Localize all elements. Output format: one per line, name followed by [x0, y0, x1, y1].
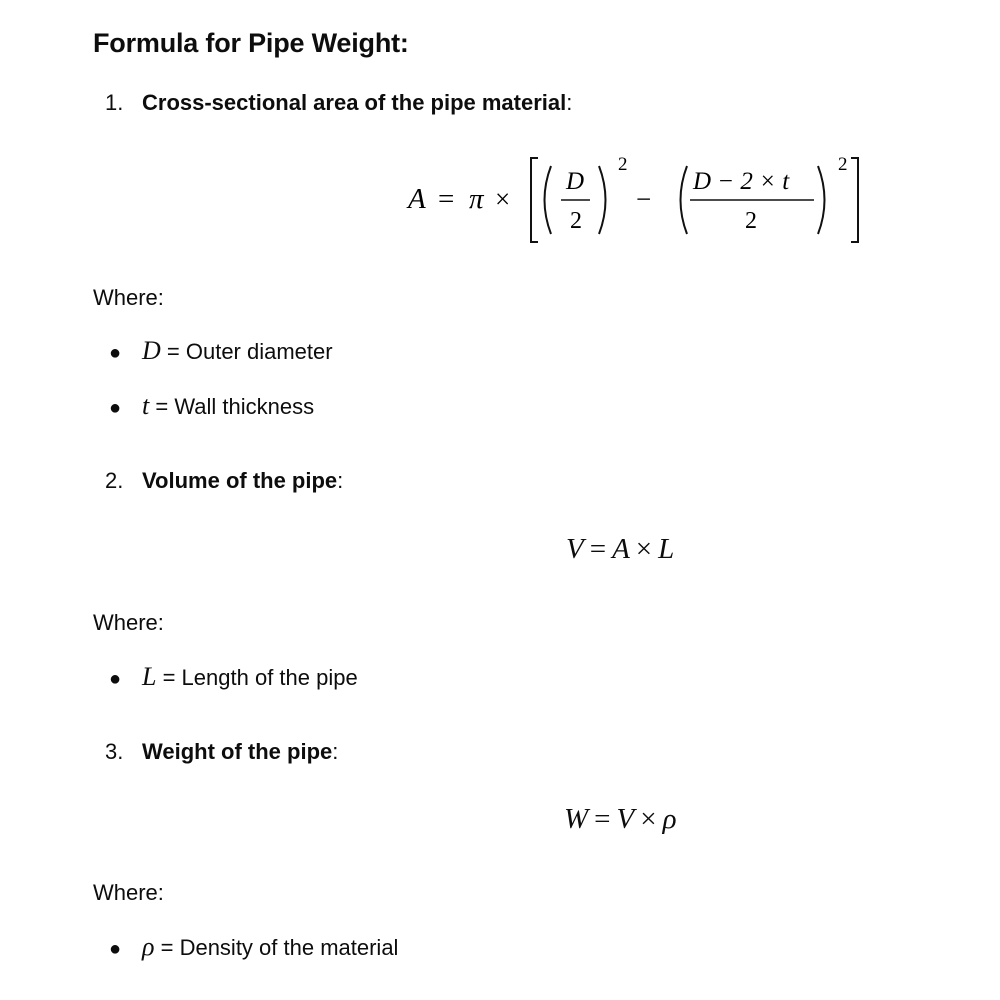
volume-times: ×: [635, 533, 653, 565]
definition-L-text: = Length of the pipe: [162, 665, 358, 690]
variable-D: D: [142, 336, 161, 365]
step-3-number: 3.: [105, 739, 124, 764]
area-pi: π: [469, 183, 484, 215]
volume-formula: [566, 533, 674, 566]
weight-rho: ρ: [662, 803, 677, 835]
bullet-icon: ●: [109, 397, 122, 419]
right-paren-1: [599, 166, 606, 234]
bullet-icon: ●: [109, 938, 122, 960]
definition-rho-text: = Density of the material: [160, 935, 399, 960]
frac1-numerator: D: [566, 168, 585, 195]
variable-t: t: [142, 391, 150, 420]
step-3-title: Weight of the pipe: [142, 739, 333, 764]
step-2-title: Volume of the pipe: [142, 468, 338, 493]
area-minus: −: [636, 184, 652, 214]
volume-equals: =: [589, 533, 607, 565]
volume-a: A: [612, 533, 630, 565]
left-paren-2: [681, 166, 688, 234]
step-1-title: Cross-sectional area of the pipe material: [142, 90, 567, 115]
area-equals: =: [438, 183, 455, 215]
weight-lhs: W: [564, 803, 589, 835]
where-label-2: Where:: [93, 610, 164, 635]
step-1: [105, 90, 572, 116]
variable-L: L: [142, 662, 157, 691]
definition-D-text: = Outer diameter: [166, 339, 333, 364]
step-1-suffix: :: [566, 90, 573, 115]
step-2-number: 2.: [105, 468, 124, 493]
variable-rho: ρ: [142, 932, 155, 961]
step-3: [105, 739, 338, 765]
definition-D: [109, 336, 333, 366]
where-label-3: Where:: [93, 880, 164, 905]
volume-l: L: [658, 533, 675, 565]
weight-v: V: [616, 803, 635, 835]
frac2-numerator: D − 2 × t: [693, 168, 790, 195]
exponent-2: 2: [838, 154, 848, 175]
exponent-1: 2: [618, 154, 628, 175]
left-bracket: [531, 158, 538, 242]
frac2-denominator: 2: [745, 208, 757, 234]
page-title: Formula for Pipe Weight:: [93, 28, 409, 58]
area-formula: [400, 150, 870, 255]
weight-formula: [564, 803, 677, 836]
definition-rho: [109, 932, 398, 962]
area-times: ×: [495, 184, 511, 214]
bullet-icon: ●: [109, 668, 122, 690]
volume-lhs: V: [566, 533, 584, 565]
right-paren-2: [818, 166, 825, 234]
definition-L: [109, 662, 358, 692]
definition-t-text: = Wall thickness: [155, 394, 315, 419]
weight-times: ×: [640, 803, 657, 835]
weight-equals: =: [594, 803, 611, 835]
step-2: [105, 468, 343, 494]
right-bracket: [851, 158, 858, 242]
left-paren-1: [545, 166, 552, 234]
area-lhs: A: [408, 183, 426, 215]
step-3-suffix: :: [332, 739, 339, 764]
bullet-icon: ●: [109, 342, 122, 364]
step-2-suffix: :: [337, 468, 344, 493]
frac1-denominator: 2: [570, 208, 582, 234]
where-label-1: Where:: [93, 285, 164, 310]
definition-t: [109, 391, 314, 421]
step-1-number: 1.: [105, 90, 124, 115]
